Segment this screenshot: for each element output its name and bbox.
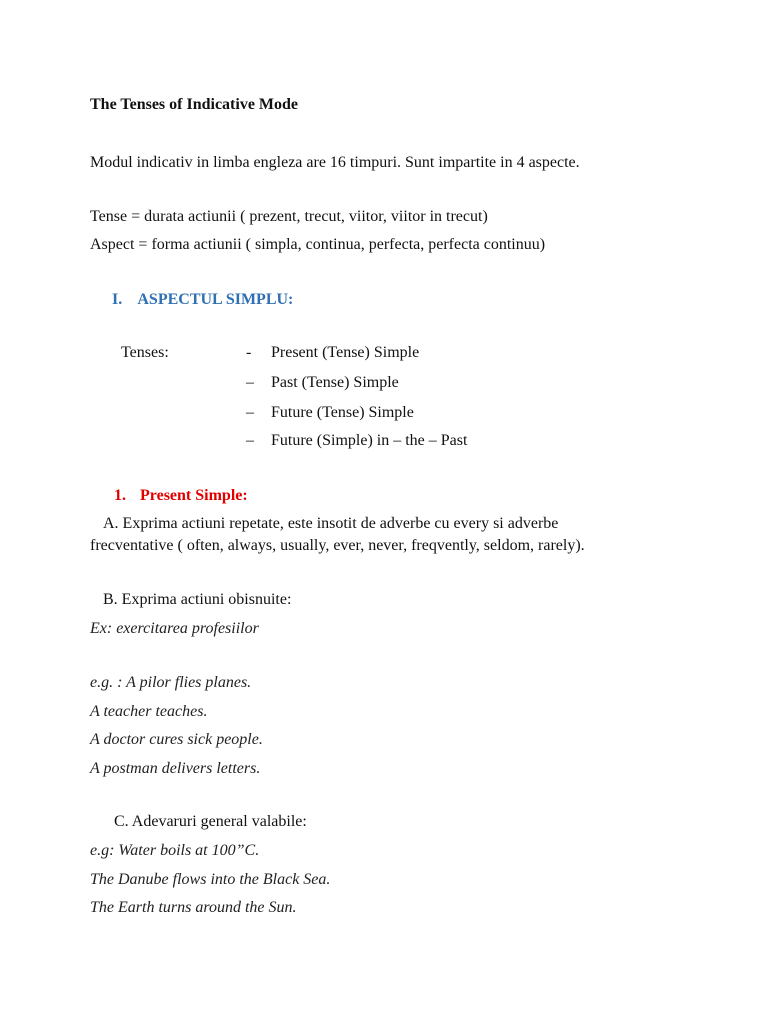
list-marker: – [246, 374, 254, 391]
point-b-example: A doctor cures sick people. [90, 731, 263, 748]
point-b-example: A teacher teaches. [90, 703, 208, 720]
list-item: Past (Tense) Simple [271, 374, 399, 391]
point-c-example: The Danube flows into the Black Sea. [90, 871, 331, 888]
point-b-example: Ex: exercitarea profesiilor [90, 620, 259, 637]
list-marker: - [246, 344, 252, 361]
tenses-label: Tenses: [121, 344, 169, 361]
document-title: The Tenses of Indicative Mode [90, 96, 299, 113]
point-c-example: The Earth turns around the Sun. [90, 899, 297, 916]
list-item: Present (Tense) Simple [271, 344, 420, 361]
tense-definition: Tense = durata actiunii ( prezent, trecut, viitor, viitor in trecut) [90, 208, 488, 225]
list-marker: – [246, 432, 254, 449]
list-item: Future (Simple) in – the – Past [271, 432, 468, 449]
list-item: Future (Tense) Simple [271, 404, 414, 421]
section-heading-aspectul-simplu [112, 290, 293, 310]
point-c-example: e.g: Water boils at 100”C. [90, 842, 260, 859]
subsection-title: Present Simple: [140, 487, 248, 504]
point-c-heading: C. Adevaruri general valabile: [114, 813, 307, 830]
point-b-example: A postman delivers letters. [90, 760, 261, 777]
intro-paragraph: Modul indicativ in limba engleza are 16 timpuri. Sunt impartite in 4 aspecte. [90, 154, 580, 171]
subsection-number: 1. [114, 487, 126, 504]
point-b-example: e.g. : A pilor flies planes. [90, 674, 252, 691]
subsection-heading-present-simple [114, 486, 248, 506]
point-b-heading: B. Exprima actiuni obisnuite: [103, 591, 292, 608]
list-marker: – [246, 404, 254, 421]
section-title: ASPECTUL SIMPLU: [137, 291, 294, 308]
aspect-definition: Aspect = forma actiunii ( simpla, continua, perfecta, perfecta continuu) [90, 236, 546, 253]
point-a-line1: A. Exprima actiuni repetate, este insotit de adverbe cu every si adverbe [103, 515, 559, 532]
point-a-line2: frecventative ( often, always, usually, ever, never, freqvently, seldom, rarely). [90, 537, 585, 554]
section-number: I. [112, 291, 123, 308]
